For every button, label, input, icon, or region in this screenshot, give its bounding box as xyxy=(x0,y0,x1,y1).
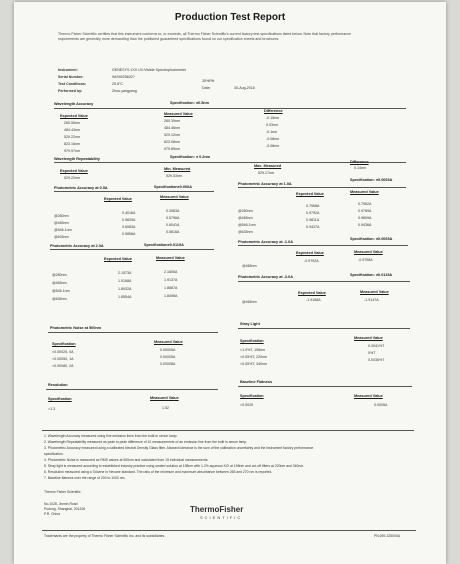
pa10-label-3: @546.1nm xyxy=(238,223,256,227)
pa05-measured-2: 0.5796A xyxy=(166,216,180,220)
pan30-expected-header: Expected Value xyxy=(298,291,326,295)
wl-acc-diff-2: 0.03nm xyxy=(266,123,278,127)
intro-text: Thermo Fisher Scientific certifies that this instrument conforms to, or exceeds, all Thermo Fisher Scientific's current factory test specifications listed below. Note that factory performance requirements are generally more demanding than the published guaranteed specifications found on our specification sheets and brochures. xyxy=(58,32,352,41)
company-name: Thermo Fisher Scientific xyxy=(44,490,81,494)
wavelength-accuracy-spec: Specification: ±0.5nm xyxy=(170,101,210,105)
pa20-measured-header: Measured Value xyxy=(156,256,185,260)
resolution-spec: >1.3 xyxy=(48,407,56,411)
pan10-measured: -0.9798A xyxy=(358,258,373,262)
pa05-label-3: @546.1nm xyxy=(54,228,72,232)
pan10-label: @465nm xyxy=(242,264,257,268)
noise-heading: Photometric Noise at 500nm xyxy=(50,326,102,330)
temperature-value: 25.6°C xyxy=(112,82,124,86)
wl-rep-min-header: Min. Measured xyxy=(164,167,191,171)
address-line-2: Pudong, Shanghai, 201206 xyxy=(44,507,86,511)
stray-measured-header: Measured Value xyxy=(354,336,383,340)
date-value: 30-Aug-2018 xyxy=(234,86,255,90)
pa10-measured-4: 0.9436A xyxy=(358,223,372,227)
wl-acc-measured-2: 484.46nm xyxy=(164,126,180,130)
pa10-measured-3: 0.9809A xyxy=(358,216,372,220)
stray-spec-2: <0.05%T, 220nm xyxy=(240,355,268,359)
pa20-label-3: @546.1nm xyxy=(52,289,70,293)
wl-acc-diff-4: -0.08nm xyxy=(266,137,280,141)
footnote-3: 3. Photometric Accuracy measured using a calibrated Neutral Density Glass filter. Allowed tolerance is the sum of the calibration uncertainty and the instrument factory performance xyxy=(44,446,314,450)
pa10-expected-1: 0.7968A xyxy=(306,204,320,208)
pa05-expected-1: 0.4016A xyxy=(122,211,136,215)
stray-spec-header: Specification xyxy=(240,339,264,343)
pan30-expected: -1.9168A xyxy=(306,298,321,302)
pan10-expected: -0.9792A xyxy=(304,259,319,263)
pa20-measured-1: 2.1606A xyxy=(164,270,178,274)
wl-rep-expected-header: Expected Value xyxy=(60,169,88,173)
wl-acc-expected-5: 979.97nm xyxy=(64,149,80,153)
pan30-heading: Photometric Accuracy at -3.0A xyxy=(238,275,293,279)
pa10-measured-1: 0.7962A xyxy=(358,202,372,206)
pa05-expected-3: 0.6083A xyxy=(122,225,136,229)
wl-acc-expected-4: 823.16nm xyxy=(64,142,80,146)
pa10-expected-header: Expected Value xyxy=(296,192,324,196)
performed-by-label: Performed by: xyxy=(58,89,83,93)
humidity-value: 30%RH xyxy=(202,79,215,83)
wl-rep-max: 529.17nm xyxy=(258,171,274,175)
wl-rep-min: 529.03nm xyxy=(166,174,182,178)
pa20-label-2: @465nm xyxy=(52,281,67,285)
wl-rep-max-header: Max. Measured xyxy=(254,164,282,168)
stray-measured-1: 0.3941%T xyxy=(368,344,385,348)
wl-acc-expected-3: 529.22nm xyxy=(64,135,80,139)
noise-measured-2: 0.00005A xyxy=(160,355,176,359)
conditions-label: Test Conditions: xyxy=(58,82,87,86)
pa10-label-1: @280nm xyxy=(238,209,253,213)
pan10-expected-header: Expected Value xyxy=(296,251,324,255)
thermofisher-logo: ThermoFisher xyxy=(190,505,244,514)
wl-acc-difference-header: Difference xyxy=(264,109,283,113)
resolution-spec-header: Specification xyxy=(48,397,72,401)
noise-spec-3: <0.00080, 2A xyxy=(52,364,74,368)
wl-rep-difference-header: Difference xyxy=(350,160,369,164)
pa20-measured-3: 1.8887A xyxy=(164,286,178,290)
resolution-measured: 1.52 xyxy=(162,406,169,410)
pa05-expected-2: 0.5839A xyxy=(122,218,136,222)
date-label: Date: xyxy=(202,86,211,90)
address-line-1: No.1028, Jinmin Road xyxy=(44,502,78,506)
instrument-label: Instrument: xyxy=(58,68,78,72)
pa10-measured-header: Measured Value xyxy=(350,190,379,194)
noise-spec-2: <0.00050, 1A xyxy=(52,357,74,361)
resolution-heading: Resolution xyxy=(48,383,68,387)
trademark-text: Trademarks are the property of Thermo Fisher Scientific Inc. and its subsidiaries. xyxy=(44,534,166,538)
footnote-7: 7. Baseline flatness over the range of 200 to 1000 nm. xyxy=(44,476,126,480)
pan10-measured-header: Measured Value xyxy=(354,250,383,254)
pa20-expected-header: Expected Value xyxy=(104,257,132,261)
stray-measured-2: 0%T xyxy=(368,351,376,355)
address-line-3: P.R. China xyxy=(44,512,60,516)
pa20-label-1: @280nm xyxy=(52,273,67,277)
report-page xyxy=(14,2,446,564)
pa10-label-2: @465nm xyxy=(238,216,253,220)
pa20-measured-2: 1.9137A xyxy=(164,278,178,282)
serial-value: 9AS9025602? xyxy=(112,75,135,79)
stray-spec-3: <0.05%T, 340nm xyxy=(240,362,268,366)
wl-acc-diff-5: -0.08nm xyxy=(266,144,280,148)
flatness-heading: Baseline Flatness xyxy=(240,380,273,384)
footnote-3-cont: specification. xyxy=(44,452,64,456)
pa20-spec: Specification±0.0119A xyxy=(144,243,184,247)
footnote-5: 5. Stray light is measured according to established industry practice using sealed solution at 198nm with 1.2% aqueous KCl at 198nm and cut-off filters at 220nm and 340nm. xyxy=(44,464,305,468)
noise-measured-header: Measured Value xyxy=(154,340,183,344)
pa05-spec: Specification±0.006A xyxy=(154,185,192,189)
pa20-label-4: @635nm xyxy=(52,297,67,301)
footnote-6: 6. Resolution measured using a Toluene in Hexane standard. The ratio of the minimum and maximum absorbance between 265 and 270 nm is reported. xyxy=(44,470,273,474)
pa05-expected-4: 0.5856A xyxy=(122,232,136,236)
pa05-heading: Photometric Accuracy at 0.5A xyxy=(54,186,108,190)
noise-spec-header: Specification xyxy=(52,342,76,346)
noise-spec-1: <0.00025, 0A xyxy=(52,350,74,354)
wl-acc-measured-4: 823.08nm xyxy=(164,140,180,144)
flatness-spec-header: Specification xyxy=(240,394,264,398)
wl-acc-expected-1: 260.55nm xyxy=(64,121,80,125)
wl-rep-expected: 529.22nm xyxy=(64,176,80,180)
serial-label: Serial Number: xyxy=(58,75,84,79)
wavelength-accuracy-heading: Wavelength Accuracy xyxy=(54,102,94,106)
pan10-spec: Specification: ±0.0065A xyxy=(350,237,393,241)
pa05-measured-header: Measured Value xyxy=(160,195,189,199)
pan30-spec: Specification: ±0.0119A xyxy=(350,273,393,277)
flatness-spec: <0.0020 xyxy=(240,403,254,407)
flatness-measured: 0.0005A xyxy=(374,403,388,407)
flatness-measured-header: Measured Value xyxy=(354,394,383,398)
footnote-1: 1. Wavelength Accuracy measured using five emission lines from the built-in xenon lamp. xyxy=(44,434,178,438)
pa20-heading: Photometric Accuracy at 2.0A xyxy=(50,244,104,248)
pa05-measured-4: 0.5816A xyxy=(166,230,180,234)
wl-acc-measured-3: 529.12nm xyxy=(164,133,180,137)
pa20-expected-1: 2.1573A xyxy=(118,271,132,275)
pa10-expected-3: 0.9811A xyxy=(306,218,320,222)
pa10-measured-2: 0.9789A xyxy=(358,209,372,213)
wavelength-repeatability-spec: Specification: ± 0.2nm xyxy=(170,155,211,159)
performed-by-value: Zhou,yangyang xyxy=(112,89,137,93)
page-title: Production Test Report xyxy=(174,12,286,23)
wl-rep-diff: 0.14nm xyxy=(354,166,366,170)
pa05-label-4: @635nm xyxy=(54,235,69,239)
pa20-expected-2: 1.9168A xyxy=(118,279,132,283)
pa05-expected-header: Expected Value xyxy=(104,197,132,201)
resolution-measured-header: Measured Value xyxy=(150,396,179,400)
footnote-4: 4. Photometric Noise is measured as RMS values at 500nm and calculated from 15 individual measurements. xyxy=(44,458,209,462)
pa05-measured-3: 0.6041A xyxy=(166,223,180,227)
pan30-measured: -1.9147A xyxy=(364,298,379,302)
wl-acc-measured-1: 260.39nm xyxy=(164,119,180,123)
pa05-label-1: @280nm xyxy=(54,214,69,218)
pa10-spec: Specification: ±0.0065A xyxy=(350,178,393,182)
pa05-measured-1: 0.3983A xyxy=(166,209,180,213)
pan10-heading: Photometric Accuracy at -1.0A xyxy=(238,240,293,244)
stray-light-heading: Stray Light xyxy=(240,322,260,326)
stray-measured-3: 0.0036%T xyxy=(368,358,385,362)
wl-acc-diff-3: -0.1nm xyxy=(266,130,278,134)
document-number: PN:269-325000A xyxy=(374,534,401,538)
stray-spec-1: <1.0%T, 198nm xyxy=(240,348,266,352)
pa20-expected-4: 1.8554A xyxy=(118,295,132,299)
noise-measured-1: 0.00005A xyxy=(160,348,176,352)
wl-acc-measured-header: Measured Value xyxy=(164,112,193,116)
noise-measured-3: 0.00008A xyxy=(160,362,176,366)
pa10-expected-2: 0.9792A xyxy=(306,211,320,215)
footnote-2: 2. Wavelength Repeatability measured as peak to peak difference of 10 measurements of an emission line from the built in xenon lamp. xyxy=(44,440,248,444)
pa10-expected-4: 0.9437A xyxy=(306,225,320,229)
scientific-logo-text: SCIENTIFIC xyxy=(200,515,243,520)
pa10-label-4: @635nm xyxy=(238,230,253,234)
pa20-expected-3: 1.8932A xyxy=(118,287,132,291)
pa05-label-2: @465nm xyxy=(54,221,69,225)
wl-acc-measured-5: 979.89nm xyxy=(164,147,180,151)
pan30-label: @465nm xyxy=(242,300,257,304)
wl-acc-expected-header: Expected Value xyxy=(60,114,88,118)
wl-acc-diff-1: -0.16nm xyxy=(266,116,280,120)
pa10-heading: Photometric Accuracy at 1.0A xyxy=(238,182,292,186)
instrument-value: GENESYS 1XX UV-Visible Spectrophotometer xyxy=(112,68,187,72)
pan30-measured-header: Measured Value xyxy=(360,290,389,294)
pa20-measured-4: 1.8498A xyxy=(164,294,178,298)
wavelength-repeatability-heading: Wavelength Repeatability xyxy=(54,157,100,161)
wl-acc-expected-2: 484.43nm xyxy=(64,128,80,132)
